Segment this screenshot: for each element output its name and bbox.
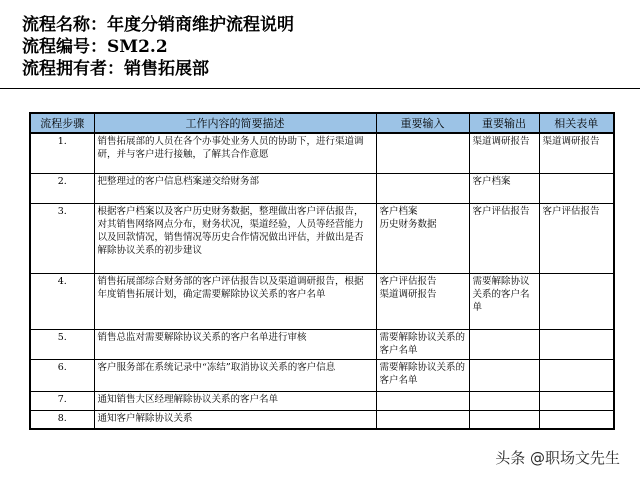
- step-form: [539, 173, 614, 203]
- step-form: [539, 359, 614, 391]
- table-header-row: [30, 113, 614, 133]
- header-divider: [0, 88, 640, 89]
- step-number: 1.: [30, 133, 94, 173]
- table-row: [30, 391, 614, 410]
- step-input-line: 客户档案: [379, 205, 418, 217]
- step-output: 客户档案: [469, 173, 539, 203]
- step-number: 6.: [30, 359, 94, 391]
- table-row: [30, 359, 614, 391]
- step-number: 3.: [30, 203, 94, 273]
- step-number: 7.: [30, 391, 94, 410]
- step-description: 通知客户解除协议关系: [94, 410, 376, 429]
- step-output: [469, 391, 539, 410]
- step-number: 8.: [30, 410, 94, 429]
- step-description: 客户服务部在系统记录中“冻结”取消协议关系的客户信息: [94, 359, 376, 391]
- watermark: 头条 @职场文先生: [495, 449, 620, 467]
- step-form: [539, 273, 614, 329]
- step-input-line: 需要解除协议关系的客户名单: [379, 331, 466, 356]
- step-form: 渠道调研报告: [539, 133, 614, 173]
- process-code: 流程编号：SM2.2: [22, 37, 168, 57]
- step-output: 渠道调研报告: [469, 133, 539, 173]
- step-description: 把整理过的客户信息档案递交给财务部: [94, 173, 376, 203]
- table-row: [30, 133, 614, 173]
- step-input-line: 需要解除协议关系的客户名单: [379, 361, 466, 386]
- step-description: 销售拓展部综合财务部的客户评估报告以及渠道调研报告，根据年度销售拓展计划，确定需要解除协议关系的客户名单: [94, 273, 376, 329]
- step-input: [376, 391, 469, 410]
- document-header: [22, 14, 294, 80]
- step-description: 销售拓展部的人员在各个办事处业务人员的协助下，进行渠道调研，并与客户进行接触，了解其合作意愿: [94, 133, 376, 173]
- step-form: 客户评估报告: [539, 203, 614, 273]
- step-input-line: 渠道调研报告: [379, 288, 437, 300]
- step-description: 根据客户档案以及客户历史财务数据，整理做出客户评估报告，对其销售网络网点分布，财务状况，渠道经验，人员等经营能力以及回款情况，销售情况等历史合作情况做出评估，并做出是否解除协议关系的初步建议: [94, 203, 376, 273]
- step-output: 客户评估报告: [469, 203, 539, 273]
- step-input: [376, 133, 469, 173]
- step-output: 需要解除协议关系的客户名单: [469, 273, 539, 329]
- table-row: [30, 329, 614, 359]
- step-input: [376, 329, 469, 359]
- step-input: [376, 359, 469, 391]
- column-header-step: 流程步骤: [30, 113, 94, 133]
- step-number: 5.: [30, 329, 94, 359]
- step-output: [469, 410, 539, 429]
- step-input-line: 客户评估报告: [379, 275, 437, 287]
- table-row: [30, 173, 614, 203]
- column-header-input: 重要输入: [376, 113, 469, 133]
- process-table: [29, 112, 615, 430]
- table-row: [30, 410, 614, 429]
- column-header-description: 工作内容的简要描述: [94, 113, 376, 133]
- step-number: 2.: [30, 173, 94, 203]
- step-number: 4.: [30, 273, 94, 329]
- column-header-output: 重要输出: [469, 113, 539, 133]
- process-name: 流程名称：年度分销商维护流程说明: [22, 15, 294, 35]
- step-description: 通知销售大区经理解除协议关系的客户名单: [94, 391, 376, 410]
- step-input: [376, 203, 469, 273]
- step-input: [376, 410, 469, 429]
- step-input: [376, 273, 469, 329]
- step-form: [539, 329, 614, 359]
- column-header-form: 相关表单: [539, 113, 614, 133]
- step-output: [469, 359, 539, 391]
- step-output: [469, 329, 539, 359]
- table-row: [30, 273, 614, 329]
- step-form: [539, 410, 614, 429]
- step-input-line: 历史财务数据: [379, 218, 437, 230]
- table-row: [30, 203, 614, 273]
- step-form: [539, 391, 614, 410]
- step-input: [376, 173, 469, 203]
- process-owner: 流程拥有者：销售拓展部: [22, 59, 209, 79]
- step-description: 销售总监对需要解除协议关系的客户名单进行审核: [94, 329, 376, 359]
